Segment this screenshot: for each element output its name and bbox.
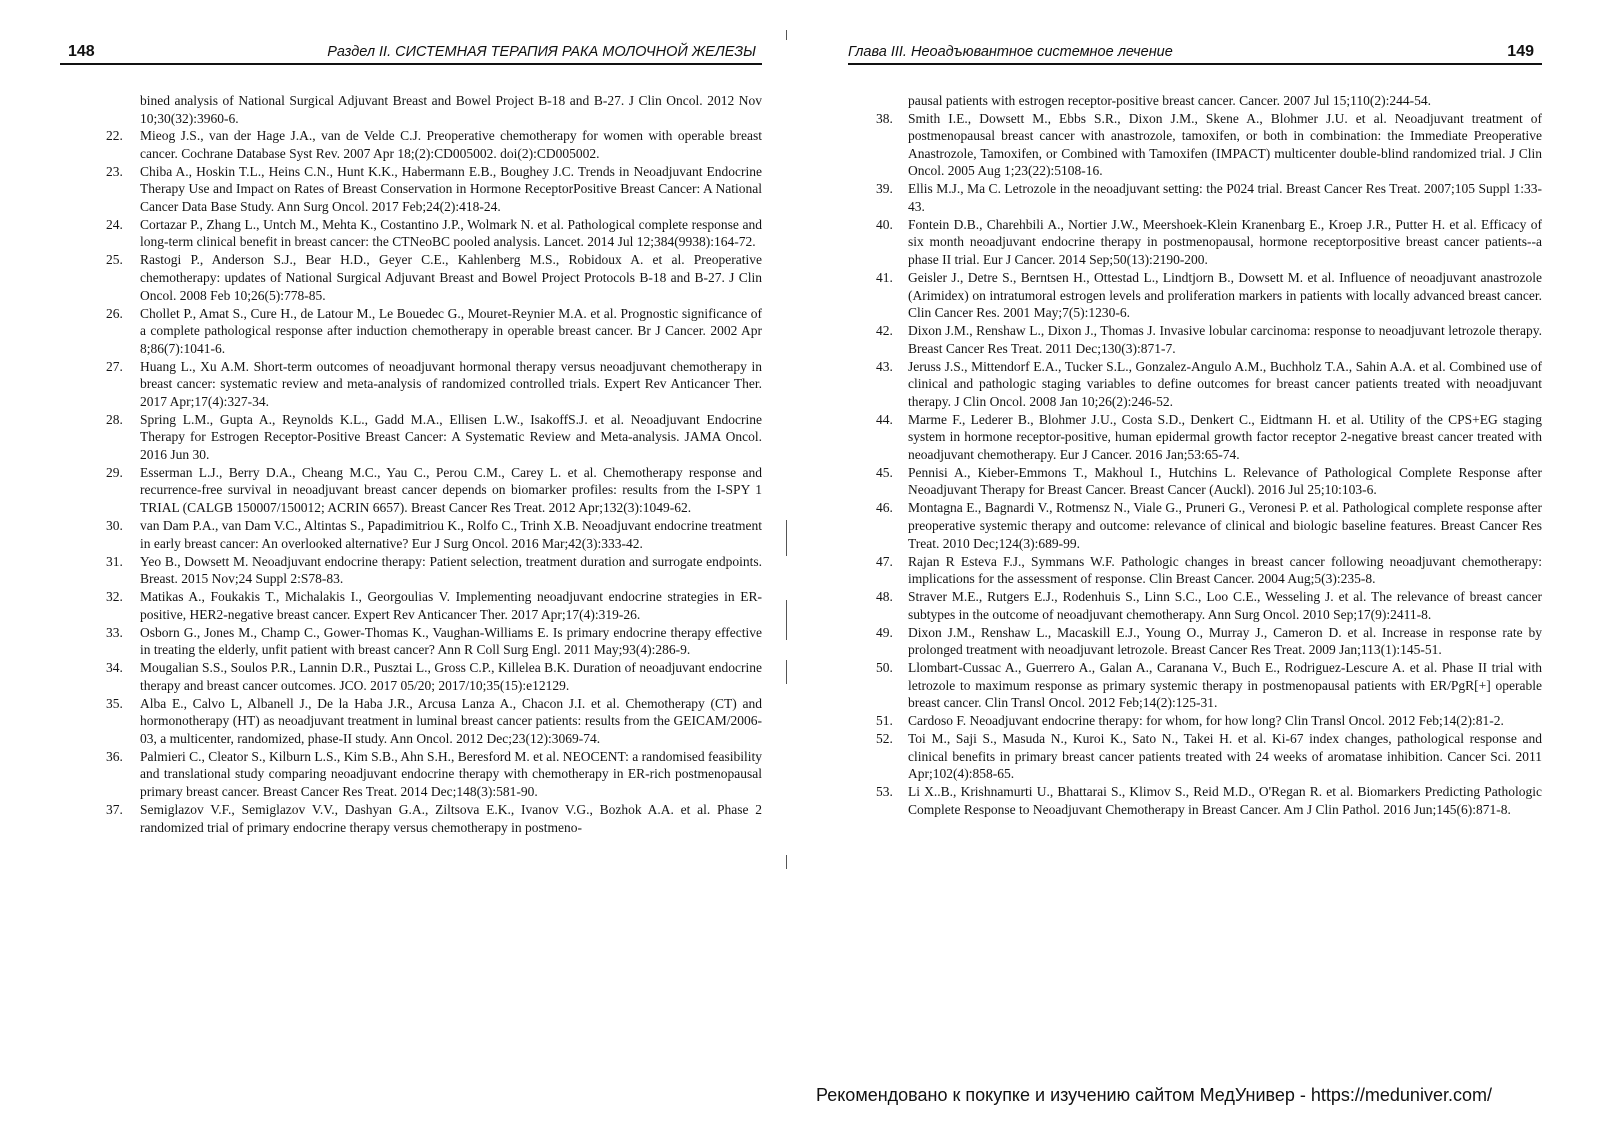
reference-number: 32. bbox=[106, 589, 123, 605]
reference-item bbox=[60, 801, 762, 836]
reference-number: 34. bbox=[106, 660, 123, 676]
reference-item bbox=[848, 730, 1542, 783]
reference-text: Montagna E., Bagnardi V., Rotmensz N., Viale G., Pruneri G., Veronesi P. et al. Pathological complete response after preoperative systemic therapy and outcome: relevance of clinical and biologic baseline features. Breast Cancer Res Treat. 2010 Dec;124(3):689-99. bbox=[908, 500, 1542, 551]
reference-number: 28. bbox=[106, 411, 123, 427]
reference-text: Rastogi P., Anderson S.J., Bear H.D., Geyer C.E., Kahlenberg M.S., Robidoux A. et al. Preoperative chemotherapy: updates of National Surgical Adjuvant Breast and Bowel Project Protocols B-18 and B-27. J Clin Oncol. 2008 Feb 10;26(5):778-85. bbox=[140, 252, 762, 303]
reference-list bbox=[848, 92, 1542, 819]
reference-list bbox=[60, 92, 762, 836]
page-number: 148 bbox=[68, 43, 95, 60]
reference-item bbox=[60, 251, 762, 304]
reference-text: Straver M.E., Rutgers E.J., Rodenhuis S., Linn S.C., Loo C.E., Wesseling J. et al. The relevance of breast cancer subtypes in the outcome of neoadjuvant chemotherapy. Ann Surg Oncol. 2010 Sep;17(9):2411-8. bbox=[908, 589, 1542, 622]
reference-text: Smith I.E., Dowsett M., Ebbs S.R., Dixon J.M., Skene A., Blohmer J.U. et al. Neoadjuvant treatment of postmenopausal breast cancer with anastrozole, tamoxifen, or both in combination: the Immediate Preoperative Anastrozole, Tamoxifen, or Combined with Tamoxifen (IMPACT) multicenter double-blind randomized trial. J Clin Oncol. 2005 Aug 1;23(22):5108-16. bbox=[908, 110, 1542, 179]
reference-number: 37. bbox=[106, 801, 123, 817]
reference-text: Dixon J.M., Renshaw L., Dixon J., Thomas J. Invasive lobular carcinoma: response to neoadjuvant letrozole therapy. Breast Cancer Res Treat. 2011 Dec;130(3):871-7. bbox=[908, 323, 1542, 356]
reference-text: Semiglazov V.F., Semiglazov V.V., Dashyan G.A., Ziltsova E.K., Ivanov V.G., Bozhok A.A. et al. Phase 2 randomized trial of primary endocrine therapy versus chemotherapy in postmeno- bbox=[140, 801, 762, 835]
reference-item bbox=[60, 624, 762, 659]
reference-number: 44. bbox=[876, 411, 893, 427]
reference-number: 48. bbox=[876, 589, 893, 605]
reference-text: Mieog J.S., van der Hage J.A., van de Velde C.J. Preoperative chemotherapy for women with operable breast cancer. Cochrane Database Syst Rev. 2007 Apr 18;(2):CD005002. doi(2):CD005002. bbox=[140, 128, 762, 161]
page-number: 149 bbox=[1507, 43, 1534, 60]
reference-item bbox=[60, 464, 762, 517]
reference-text: Matikas A., Foukakis T., Michalakis I., Georgoulias V. Implementing neoadjuvant endocrine strategies in ER-positive, HER2-negative breast cancer. Expert Rev Anticancer Ther. 2017 Apr;17(4):319-26. bbox=[140, 589, 762, 622]
reference-item bbox=[848, 588, 1542, 623]
reference-text: Mougalian S.S., Soulos P.R., Lannin D.R., Pusztai L., Gross C.P., Killelea B.K. Duration of neoadjuvant endocrine therapy and breast cancer outcomes. JCO. 2017 05/20; 2017/10;35(15):e12129. bbox=[140, 660, 762, 693]
reference-item bbox=[848, 322, 1542, 357]
reference-item bbox=[848, 411, 1542, 464]
reference-text: Geisler J., Detre S., Berntsen H., Ottestad L., Lindtjorn B., Dowsett M. et al. Influence of neoadjuvant anastrozole (Arimidex) on intratumoral estrogen levels and proliferation markers in patients with locally advanced breast cancer. Clin Cancer Res. 2001 May;7(5):1230-6. bbox=[908, 269, 1542, 321]
reference-text: Palmieri C., Cleator S., Kilburn L.S., Kim S.B., Ahn S.H., Beresford M. et al. NEOCENT: a randomised feasibility and translational study comparing neoadjuvant endocrine therapy with chemotherapy in ER-rich postmenopausal primary breast cancer. Breast Cancer Res Treat. 2014 Dec;148(3):581-90. bbox=[140, 748, 762, 799]
reference-number: 42. bbox=[876, 323, 893, 339]
reference-number: 33. bbox=[106, 624, 123, 640]
reference-item bbox=[848, 659, 1542, 712]
reference-number: 53. bbox=[876, 784, 893, 800]
reference-number: 47. bbox=[876, 553, 893, 569]
reference-number: 23. bbox=[106, 163, 123, 179]
reference-item bbox=[848, 216, 1542, 269]
reference-text: Pennisi A., Kieber-Emmons T., Makhoul I., Hutchins L. Relevance of Pathological Complete Response after Neoadjuvant Therapy for Breast Cancer. Breast Cancer (Auckl). 2016 Jul 25;10:103-6. bbox=[908, 464, 1542, 498]
header-rule bbox=[848, 63, 1542, 65]
reference-item bbox=[848, 499, 1542, 552]
reference-number: 41. bbox=[876, 269, 893, 285]
reference-number: 43. bbox=[876, 358, 893, 374]
reference-text: Yeo B., Dowsett M. Neoadjuvant endocrine therapy: Patient selection, treatment duration and surrogate endpoints. Breast. 2015 Nov;24 Suppl 2:S78-83. bbox=[140, 553, 762, 587]
reference-continuation: pausal patients with estrogen receptor-positive breast cancer. Cancer. 2007 Jul 15;110(2):244-54. bbox=[908, 93, 1431, 108]
reference-item bbox=[60, 163, 762, 216]
running-title: Глава III. Неоадъювантное системное лечение bbox=[848, 44, 1173, 60]
reference-text: Osborn G., Jones M., Champ C., Gower-Thomas K., Vaughan-Williams E. Is primary endocrine therapy effective in treating the elderly, unfit patient with breast cancer? Ann R Coll Surg Engl. 2011 May;93(4):286-9. bbox=[140, 624, 762, 658]
reference-text: Chiba A., Hoskin T.L., Heins C.N., Hunt K.K., Habermann E.B., Boughey J.C. Trends in Neoadjuvant Endocrine Therapy Use and Impact on Rates of Breast Conservation in Hormone ReceptorPositive Breast Cancer: A National Cancer Data Base Study. Ann Surg Oncol. 2017 Feb;24(2):418-24. bbox=[140, 163, 762, 214]
reference-text: van Dam P.A., van Dam V.C., Altintas S., Papadimitriou K., Rolfo C., Trinh X.B. Neoadjuvant endocrine treatment in early breast cancer: An overlooked alternative? Eur J Surg Oncol. 2016 Mar;42(3):333-42. bbox=[140, 518, 762, 551]
reference-text: Ellis M.J., Ma C. Letrozole in the neoadjuvant setting: the P024 trial. Breast Cancer Res Treat. 2007;105 Suppl 1:33-43. bbox=[908, 181, 1542, 214]
reference-number: 24. bbox=[106, 216, 123, 232]
reference-number: 51. bbox=[876, 713, 893, 729]
reference-number: 50. bbox=[876, 660, 893, 676]
reference-item bbox=[60, 695, 762, 748]
reference-item bbox=[60, 588, 762, 623]
reference-number: 38. bbox=[876, 110, 893, 126]
reference-item bbox=[848, 180, 1542, 215]
reference-number: 40. bbox=[876, 216, 893, 232]
reference-text: Esserman L.J., Berry D.A., Cheang M.C., Yau C., Perou C.M., Carey L. et al. Chemotherapy response and recurrence-free survival in neoadjuvant breast cancer depends on biomarker profiles: results from the I-SPY 1 TRIAL (CALGB 150007/150012; ACRIN 6657). Breast Cancer Res Treat. 2012 Apr;132(3):1049-62. bbox=[140, 464, 762, 516]
reference-text: Huang L., Xu A.M. Short-term outcomes of neoadjuvant hormonal therapy versus neoadjuvant chemotherapy in breast cancer: systematic review and meta-analysis of randomized controlled trials. Expert Rev Anticancer Ther. 2017 Apr;17(4):327-34. bbox=[140, 358, 762, 409]
reference-number: 45. bbox=[876, 464, 893, 480]
reference-item bbox=[848, 712, 1542, 730]
reference-item bbox=[848, 110, 1542, 180]
reference-text: Rajan R Esteva F.J., Symmans W.F. Pathologic changes in breast cancer following neoadjuvant chemotherapy: implications for the assessment of response. Clin Breast Cancer. 2004 Aug;5(3):235-8. bbox=[908, 553, 1542, 587]
reference-text: Cortazar P., Zhang L., Untch M., Mehta K., Costantino J.P., Wolmark N. et al. Pathological complete response and long-term clinical benefit in breast cancer: the CTNeoBC pooled analysis. Lancet. 2014 Jul 12;384(9938):164-72. bbox=[140, 216, 762, 250]
reference-text: Marme F., Lederer B., Blohmer J.U., Costa S.D., Denkert C., Eidtmann H. et al. Utility of the CPS+EG staging system in hormone receptor-positive, human epidermal growth factor receptor 2-negative breast cancer treated with neoadjuvant chemotherapy. Eur J Cancer. 2016 Jan;53:65-74. bbox=[908, 411, 1542, 462]
footer-note: Рекомендовано к покупке и изучению сайтом МедУнивер - https://meduniver.com/ bbox=[816, 1085, 1492, 1105]
header-rule bbox=[60, 63, 762, 65]
reference-item bbox=[848, 783, 1542, 818]
reference-text: Llombart-Cussac A., Guerrero A., Galan A., Caranana V., Buch E., Rodriguez-Lescure A. et al. Phase II trial with letrozole to maximum response as primary systemic therapy in postmenopausal patients with ER/PgR[+] operable breast cancer. Clin Transl Oncol. 2012 Feb;14(2):125-31. bbox=[908, 660, 1542, 711]
reference-number: 22. bbox=[106, 128, 123, 144]
reference-number: 46. bbox=[876, 500, 893, 516]
reference-item bbox=[60, 517, 762, 552]
reference-item bbox=[60, 216, 762, 251]
reference-text: Cardoso F. Neoadjuvant endocrine therapy: for whom, for how long? Clin Transl Oncol. 2012 Feb;14(2):81-2. bbox=[908, 713, 1504, 729]
reference-number: 39. bbox=[876, 181, 893, 197]
reference-item bbox=[60, 358, 762, 411]
reference-number: 49. bbox=[876, 624, 893, 640]
reference-number: 25. bbox=[106, 252, 123, 268]
reference-item bbox=[60, 127, 762, 162]
reference-text: Jeruss J.S., Mittendorf E.A., Tucker S.L., Gonzalez-Angulo A.M., Buchholz T.A., Sahin A.A. et al. Combined use of clinical and pathologic staging variables to define outcomes for breast cancer patients treated with neoadjuvant therapy. J Clin Oncol. 2008 Jan 10;26(2):246-52. bbox=[908, 358, 1542, 409]
running-head bbox=[60, 42, 762, 62]
gutter-mark bbox=[786, 600, 787, 640]
reference-text: Li X..B., Krishnamurti U., Bhattarai S., Klimov S., Reid M.D., O'Regan R. et al. Biomarkers Predicting Pathologic Complete Response to Neoadjuvant Chemotherapy in Breast Cancer. Am J Clin Pathol. 2016 Jun;145(6):871-8. bbox=[908, 784, 1542, 817]
reference-item bbox=[848, 553, 1542, 588]
reference-text: Dixon J.M., Renshaw L., Macaskill E.J., Young O., Murray J., Cameron D. et al. Increase in response rate by prolonged treatment with neoadjuvant letrozole. Breast Cancer Res Treat. 2009 Jan;113(1):145-51. bbox=[908, 624, 1542, 658]
reference-item bbox=[848, 624, 1542, 659]
reference-number: 31. bbox=[106, 553, 123, 569]
gutter-mark bbox=[786, 660, 787, 684]
reference-item bbox=[60, 748, 762, 801]
running-title: Раздел II. СИСТЕМНАЯ ТЕРАПИЯ РАКА МОЛОЧНОЙ ЖЕЛЕЗЫ bbox=[327, 44, 756, 60]
reference-item bbox=[848, 464, 1542, 499]
reference-item bbox=[60, 411, 762, 464]
gutter-mark bbox=[786, 30, 787, 40]
reference-item bbox=[60, 305, 762, 358]
gutter-mark bbox=[786, 520, 787, 556]
reference-text: Toi M., Saji S., Masuda N., Kuroi K., Sato N., Takei H. et al. Ki-67 index changes, pathological response and clinical benefits in primary breast cancer patients treated with 24 weeks of aromatase inhibition. Cancer Sci. 2011 Apr;102(4):858-65. bbox=[908, 731, 1542, 782]
right-page bbox=[848, 0, 1542, 1128]
reference-text: Alba E., Calvo L, Albanell J., De la Haba J.R., Arcusa Lanza A., Chacon J.I. et al. Chemotherapy (CT) and hormonotherapy (HT) as neoadjuvant treatment in luminal breast cancer patients: results from the GEICAM/2006-03, a multicenter, randomized, phase-II study. Ann Oncol. 2012 Dec;23(12):3069-74. bbox=[140, 695, 762, 746]
reference-number: 29. bbox=[106, 464, 123, 480]
left-page bbox=[60, 0, 762, 1128]
running-head bbox=[848, 42, 1542, 62]
reference-item bbox=[60, 659, 762, 694]
reference-text: Fontein D.B., Charehbili A., Nortier J.W., Meershoek-Klein Kranenbarg E., Kroep J.R., Putter H. et al. Efficacy of six month neoadjuvant endocrine therapy in postmenopausal, hormone receptorpositive breast cancer patients--a phase II trial. Eur J Cancer. 2014 Sep;50(13):2190-200. bbox=[908, 216, 1542, 268]
reference-continuation: bined analysis of National Surgical Adjuvant Breast and Bowel Project B-18 and B-27. J Clin Oncol. 2012 Nov 10;30(32):3960-6. bbox=[140, 93, 762, 126]
gutter-mark bbox=[786, 855, 787, 869]
reference-number: 36. bbox=[106, 748, 123, 764]
reference-number: 30. bbox=[106, 518, 123, 533]
reference-item bbox=[60, 553, 762, 588]
reference-text: Spring L.M., Gupta A., Reynolds K.L., Gadd M.A., Ellisen L.W., IsakoffS.J. et al. Neoadjuvant Endocrine Therapy for Estrogen Receptor-Positive Breast Cancer: A Systematic Review and Meta-analysis. JAMA Oncol. 2016 Jun 30. bbox=[140, 411, 762, 462]
reference-number: 35. bbox=[106, 695, 123, 711]
reference-item bbox=[848, 269, 1542, 322]
reference-number: 26. bbox=[106, 305, 123, 321]
reference-text: Chollet P., Amat S., Cure H., de Latour M., Le Bouedec G., Mouret-Reynier M.A. et al. Prognostic significance of a complete pathological response after induction chemotherapy in operable breast cancer. Br J Cancer. 2002 Apr 8;86(7):1041-6. bbox=[140, 305, 762, 356]
reference-number: 52. bbox=[876, 731, 893, 747]
reference-item bbox=[848, 358, 1542, 411]
reference-number: 27. bbox=[106, 358, 123, 374]
